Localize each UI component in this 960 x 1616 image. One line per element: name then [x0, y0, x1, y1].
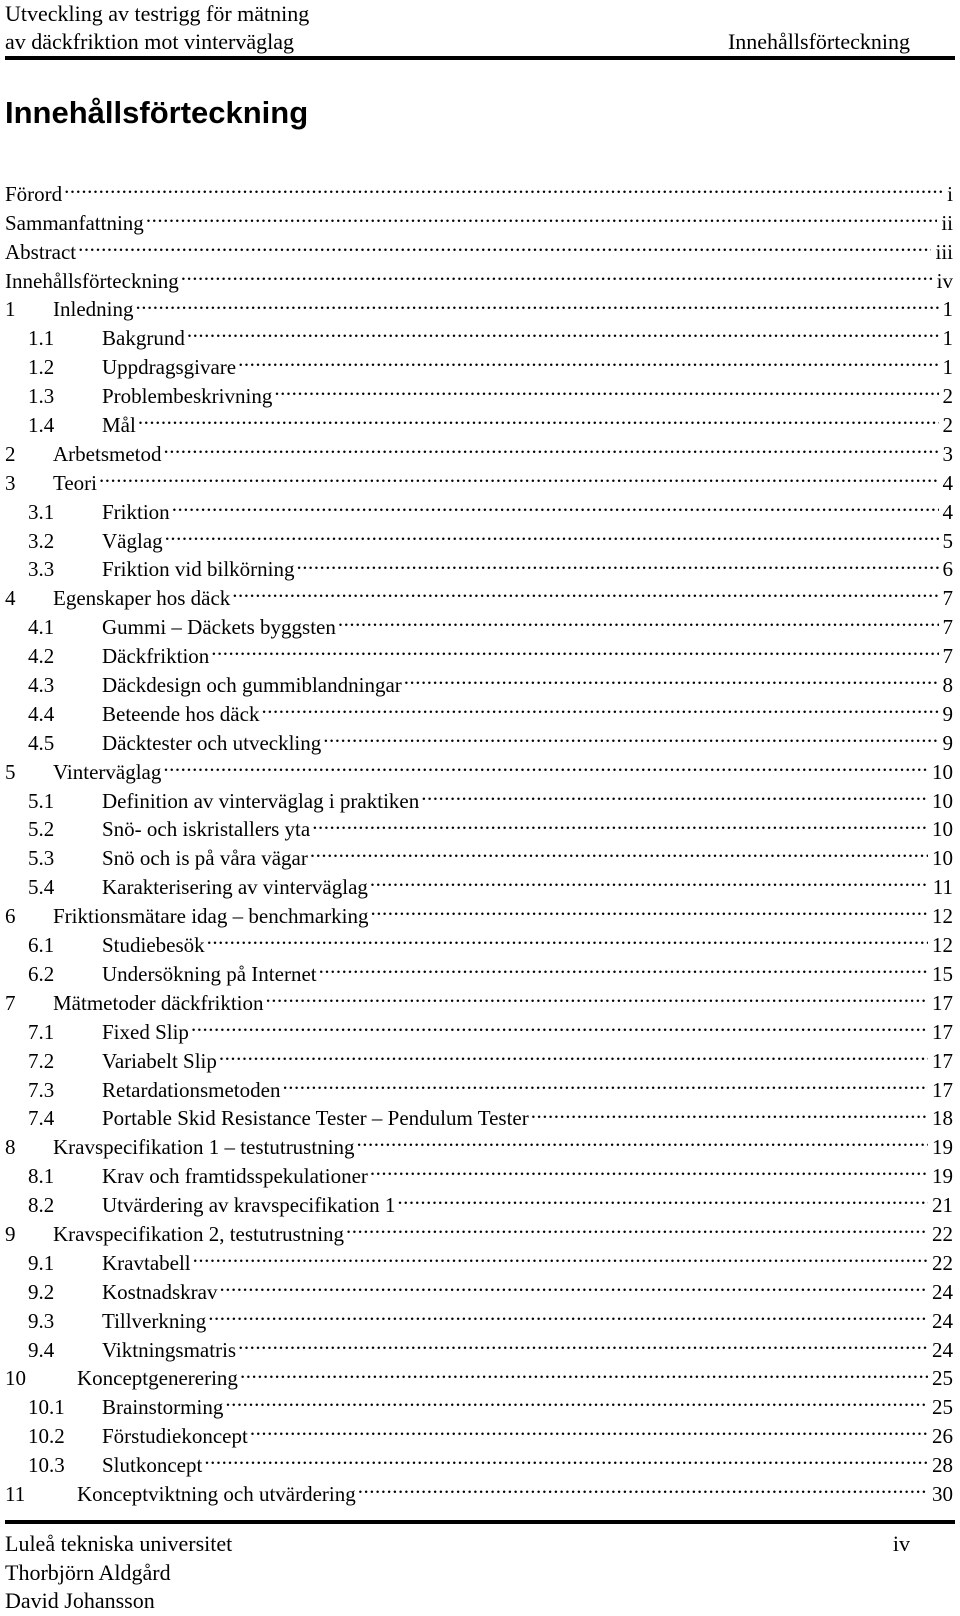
- toc-entry-number: 1.2: [28, 355, 55, 380]
- toc-entry-title: Studiebesök: [102, 931, 207, 960]
- toc-entry-title: Däckfriktion: [102, 642, 211, 671]
- toc-entry[interactable]: [5, 1328, 953, 1362]
- toc-dot-leader: [370, 865, 929, 894]
- toc-entry[interactable]: [5, 316, 953, 351]
- toc-dot-leader: [531, 1097, 928, 1126]
- toc-entry[interactable]: [5, 1443, 953, 1478]
- toc-entry-title: Sammanfattning: [5, 209, 146, 238]
- toc-dot-leader: [219, 1270, 928, 1299]
- toc-entry[interactable]: [5, 259, 953, 293]
- page-footer: [5, 1520, 955, 1613]
- toc-entry-page: 1: [942, 355, 953, 380]
- toc-entry-title: Abstract: [5, 238, 78, 267]
- toc-entry-title: Däcktester och utveckling: [102, 729, 323, 758]
- toc-entry-page: 12: [932, 933, 953, 958]
- toc-entry[interactable]: [5, 634, 953, 669]
- toc-dot-leader: [78, 230, 931, 259]
- running-title: [5, 0, 309, 56]
- toc-dot-leader: [163, 432, 938, 461]
- toc-entry[interactable]: [5, 981, 953, 1015]
- page-header: [5, 0, 955, 60]
- toc-dot-leader: [404, 663, 939, 692]
- toc-entry-number: 9.3: [28, 1308, 55, 1333]
- toc-entry[interactable]: [5, 923, 953, 958]
- footer-author-2: David Johansson: [5, 1588, 155, 1613]
- toc-entry-page: 19: [932, 1135, 953, 1160]
- toc-entry[interactable]: [5, 230, 953, 264]
- toc-entry[interactable]: [5, 172, 953, 206]
- toc-entry[interactable]: [5, 1068, 953, 1102]
- toc-entry-page: 22: [932, 1221, 953, 1246]
- toc-entry-page: 17: [932, 1077, 953, 1102]
- toc-entry[interactable]: [5, 808, 953, 842]
- toc-entry-title: Variabelt Slip: [102, 1047, 219, 1076]
- toc-entry-number: 7.3: [28, 1077, 55, 1102]
- toc-entry-title: Kravspecifikation 1 – testutrustning: [53, 1133, 357, 1162]
- toc-entry-number: 11: [5, 1481, 26, 1506]
- footer-info: [5, 1530, 232, 1616]
- toc-entry[interactable]: [5, 432, 953, 466]
- table-of-contents: [5, 172, 953, 1506]
- toc-entry-number: 7.4: [28, 1106, 55, 1131]
- running-title-line1: Utveckling av testrigg för mätning: [5, 1, 310, 26]
- toc-entry-title: Konceptviktning och utvärdering: [77, 1480, 358, 1509]
- toc-entry[interactable]: [5, 490, 953, 524]
- toc-entry-title: Problembeskrivning: [102, 382, 274, 411]
- toc-dot-leader: [146, 201, 938, 230]
- toc-entry-title: Snö och is på våra vägar: [102, 844, 310, 873]
- toc-entry-number: 7: [5, 990, 16, 1015]
- toc-entry-title: Däckdesign och gummiblandningar: [102, 671, 404, 700]
- toc-dot-leader: [319, 952, 928, 981]
- toc-entry-page: 5: [942, 528, 953, 553]
- toc-entry-page: 26: [932, 1424, 953, 1449]
- toc-entry-number: 8.1: [28, 1164, 55, 1189]
- toc-dot-leader: [250, 1414, 928, 1443]
- toc-entry-title: Viktningsmatris: [102, 1336, 238, 1365]
- toc-entry-page: i: [947, 181, 953, 206]
- page-title: Innehållsförteckning: [5, 95, 309, 130]
- toc-dot-leader: [274, 374, 938, 403]
- toc-dot-leader: [261, 692, 938, 721]
- toc-entry-page: 1: [942, 326, 953, 351]
- toc-entry-number: 9: [5, 1221, 16, 1246]
- toc-entry-number: 5.4: [28, 875, 55, 900]
- footer-author-1: Thorbjörn Aldgård: [5, 1559, 171, 1585]
- toc-entry-page: 28: [932, 1453, 953, 1478]
- toc-dot-leader: [358, 1472, 928, 1501]
- toc-entry-page: 22: [932, 1250, 953, 1275]
- toc-entry-title: Kostnadskrav: [102, 1278, 219, 1307]
- toc-entry-number: 10.3: [28, 1453, 65, 1478]
- toc-entry-title: Arbetsmetod: [53, 440, 163, 469]
- toc-entry-number: 4.3: [28, 673, 55, 698]
- toc-entry-page: 10: [932, 759, 953, 784]
- toc-entry[interactable]: [5, 1472, 953, 1506]
- toc-entry-title: Kravtabell: [102, 1249, 193, 1278]
- toc-entry-title: Fixed Slip: [102, 1018, 191, 1047]
- toc-dot-leader: [208, 1299, 928, 1328]
- toc-dot-leader: [312, 808, 928, 837]
- header-rule: [5, 56, 955, 60]
- toc-entry-number: 1: [5, 297, 16, 322]
- toc-entry-number: 3.3: [28, 557, 55, 582]
- toc-entry[interactable]: [5, 1357, 953, 1391]
- toc-dot-leader: [232, 576, 938, 605]
- toc-entry-page: 3: [942, 441, 953, 466]
- toc-entry-page: 10: [932, 817, 953, 842]
- toc-entry[interactable]: [5, 461, 953, 495]
- toc-entry-title: Slutkoncept: [102, 1451, 204, 1480]
- toc-entry-page: 2: [942, 384, 953, 409]
- toc-entry-number: 10.1: [28, 1395, 65, 1420]
- toc-entry-number: 10: [5, 1366, 26, 1391]
- toc-entry-number: 7.2: [28, 1048, 55, 1073]
- toc-entry-number: 3.2: [28, 528, 55, 553]
- toc-entry-title: Friktion vid bilkörning: [102, 555, 297, 584]
- toc-entry-title: Utvärdering av kravspecifikation 1: [102, 1191, 397, 1220]
- toc-entry-number: 6.1: [28, 933, 55, 958]
- toc-entry-number: 4.2: [28, 644, 55, 669]
- toc-dot-leader: [187, 316, 939, 345]
- toc-entry-title: Innehållsförteckning: [5, 267, 181, 296]
- toc-dot-leader: [138, 403, 939, 432]
- toc-entry[interactable]: [5, 779, 953, 813]
- toc-entry[interactable]: [5, 721, 953, 755]
- toc-entry[interactable]: [5, 1183, 953, 1218]
- toc-entry[interactable]: [5, 1299, 953, 1333]
- toc-entry[interactable]: [5, 836, 953, 871]
- toc-entry-title: Teori: [53, 469, 99, 498]
- toc-entry[interactable]: [5, 201, 953, 235]
- toc-entry-number: 5: [5, 759, 16, 784]
- toc-entry-number: 7.1: [28, 1019, 55, 1044]
- footer-page-number: iv: [892, 1531, 910, 1556]
- toc-entry-page: 12: [932, 904, 953, 929]
- toc-entry-number: 2: [5, 441, 16, 466]
- toc-entry-title: Mål: [102, 411, 138, 440]
- toc-entry-page: 2: [942, 413, 953, 438]
- toc-entry[interactable]: [5, 1212, 953, 1246]
- toc-dot-leader: [64, 172, 943, 201]
- toc-entry-number: 5.3: [28, 846, 55, 871]
- toc-dot-leader: [240, 1357, 928, 1386]
- toc-entry[interactable]: [5, 952, 953, 986]
- toc-entry[interactable]: [5, 403, 953, 438]
- toc-entry-title: Förstudiekoncept: [102, 1422, 250, 1451]
- toc-entry-page: 24: [932, 1279, 953, 1304]
- toc-entry-title: Vinterväglag: [53, 758, 163, 787]
- toc-dot-leader: [135, 288, 938, 317]
- toc-entry-page: 17: [932, 1048, 953, 1073]
- toc-entry-title: Gummi – Däckets byggsten: [102, 613, 338, 642]
- toc-entry[interactable]: [5, 1125, 953, 1160]
- toc-dot-leader: [172, 490, 939, 519]
- toc-dot-leader: [297, 548, 939, 577]
- running-title-line2: av däckfriktion mot vinterväglag: [5, 29, 294, 54]
- toc-entry-title: Friktionsmätare idag – benchmarking: [53, 902, 371, 931]
- toc-entry[interactable]: [5, 894, 953, 929]
- toc-entry-number: 5.2: [28, 817, 55, 842]
- toc-dot-leader: [238, 1328, 928, 1357]
- toc-entry-page: 6: [942, 557, 953, 582]
- toc-entry-title: Bakgrund: [102, 324, 187, 353]
- toc-dot-leader: [397, 1183, 928, 1212]
- toc-entry-number: 9.1: [28, 1250, 55, 1275]
- toc-dot-leader: [357, 1125, 928, 1154]
- toc-entry-title: Retardationsmetoden: [102, 1076, 282, 1105]
- toc-entry-page: 7: [942, 644, 953, 669]
- toc-dot-leader: [163, 750, 928, 779]
- toc-entry-title: Definition av vinterväglag i praktiken: [102, 787, 421, 816]
- toc-entry-title: Tillverkning: [102, 1307, 208, 1336]
- toc-entry-title: Friktion: [102, 498, 172, 527]
- toc-entry-page: 10: [932, 788, 953, 813]
- toc-entry-page: 24: [932, 1337, 953, 1362]
- toc-entry-page: 17: [932, 990, 953, 1015]
- toc-entry-page: 24: [932, 1308, 953, 1333]
- toc-entry-page: 19: [932, 1164, 953, 1189]
- toc-entry[interactable]: [5, 345, 953, 380]
- toc-entry-number: 4.4: [28, 701, 55, 726]
- toc-entry-page: 4: [942, 470, 953, 495]
- toc-entry-number: 6.2: [28, 961, 55, 986]
- toc-dot-leader: [99, 461, 938, 490]
- toc-entry[interactable]: [5, 1414, 953, 1449]
- toc-entry[interactable]: [5, 576, 953, 611]
- toc-dot-leader: [165, 519, 939, 548]
- toc-entry-page: 8: [942, 673, 953, 698]
- toc-entry-page: 10: [932, 846, 953, 871]
- toc-dot-leader: [421, 779, 928, 808]
- toc-dot-leader: [219, 1039, 928, 1068]
- toc-entry-title: Konceptgenerering: [77, 1364, 240, 1393]
- toc-entry[interactable]: [5, 1270, 953, 1304]
- toc-entry[interactable]: [5, 1010, 953, 1044]
- toc-entry-number: 6: [5, 904, 16, 929]
- toc-entry-number: 3: [5, 470, 16, 495]
- toc-dot-leader: [191, 1010, 928, 1039]
- toc-entry[interactable]: [5, 519, 953, 553]
- toc-entry[interactable]: [5, 548, 953, 582]
- toc-entry-page: 15: [932, 961, 953, 986]
- toc-entry-number: 4.5: [28, 730, 55, 755]
- toc-dot-leader: [238, 345, 938, 374]
- toc-entry-title: Undersökning på Internet: [102, 960, 319, 989]
- toc-entry-page: 7: [942, 586, 953, 611]
- toc-entry-title: Brainstorming: [102, 1393, 225, 1422]
- toc-entry[interactable]: [5, 605, 953, 640]
- toc-entry[interactable]: [5, 1154, 953, 1189]
- toc-entry-page: 11: [932, 875, 953, 900]
- toc-entry-number: 5.1: [28, 788, 55, 813]
- toc-entry-number: 4.1: [28, 615, 55, 640]
- toc-entry[interactable]: [5, 288, 953, 322]
- toc-entry-page: iv: [936, 268, 953, 293]
- toc-dot-leader: [181, 259, 933, 288]
- toc-dot-leader: [323, 721, 938, 750]
- toc-entry[interactable]: [5, 663, 953, 698]
- toc-entry-page: 25: [932, 1366, 953, 1391]
- toc-entry-number: 9.2: [28, 1279, 55, 1304]
- toc-entry-title: Krav och framtidsspekulationer: [102, 1162, 370, 1191]
- toc-entry-title: Karakterisering av vinterväglag: [102, 873, 370, 902]
- toc-entry-number: 8: [5, 1135, 16, 1160]
- toc-dot-leader: [211, 634, 938, 663]
- toc-entry[interactable]: [5, 1039, 953, 1073]
- toc-entry-title: Beteende hos däck: [102, 700, 261, 729]
- toc-entry[interactable]: [5, 750, 953, 784]
- toc-entry-number: 8.2: [28, 1193, 55, 1218]
- toc-entry-page: 4: [942, 499, 953, 524]
- toc-entry-page: 17: [932, 1019, 953, 1044]
- toc-entry[interactable]: [5, 865, 953, 900]
- toc-dot-leader: [207, 923, 928, 952]
- toc-entry-page: 18: [932, 1106, 953, 1131]
- toc-entry[interactable]: [5, 374, 953, 409]
- toc-entry-page: iii: [935, 239, 953, 264]
- toc-entry-title: Uppdragsgivare: [102, 353, 238, 382]
- toc-entry-page: 25: [932, 1395, 953, 1420]
- toc-entry-number: 3.1: [28, 499, 55, 524]
- toc-entry-title: Inledning: [53, 295, 135, 324]
- toc-dot-leader: [204, 1443, 928, 1472]
- toc-dot-leader: [282, 1068, 928, 1097]
- toc-entry-title: Förord: [5, 180, 64, 209]
- toc-entry[interactable]: [5, 1385, 953, 1420]
- toc-entry-page: 1: [942, 297, 953, 322]
- running-section: Innehållsförteckning: [727, 29, 910, 54]
- toc-entry-title: Mätmetoder däckfriktion: [53, 989, 266, 1018]
- toc-dot-leader: [338, 605, 939, 634]
- toc-entry-number: 9.4: [28, 1337, 55, 1362]
- toc-entry-number: 10.2: [28, 1424, 65, 1449]
- toc-entry[interactable]: [5, 692, 953, 726]
- footer-university: Luleå tekniska universitet: [5, 1531, 233, 1556]
- toc-entry-page: ii: [941, 210, 953, 235]
- toc-dot-leader: [370, 1154, 928, 1183]
- toc-dot-leader: [266, 981, 928, 1010]
- toc-dot-leader: [193, 1241, 928, 1270]
- toc-dot-leader: [371, 894, 928, 923]
- toc-entry-page: 7: [942, 615, 953, 640]
- toc-entry-title: Snö- och iskristallers yta: [102, 815, 312, 844]
- toc-entry-title: Kravspecifikation 2, testutrustning: [53, 1220, 346, 1249]
- toc-entry-number: 1.4: [28, 413, 55, 438]
- toc-dot-leader: [225, 1385, 928, 1414]
- toc-entry-page: 30: [932, 1481, 953, 1506]
- footer-rule: [5, 1520, 955, 1524]
- toc-dot-leader: [310, 836, 928, 865]
- toc-entry-page: 9: [942, 730, 953, 755]
- toc-entry-number: 4: [5, 586, 16, 611]
- toc-entry-number: 1.1: [28, 326, 55, 351]
- toc-entry-page: 9: [942, 701, 953, 726]
- toc-entry-page: 21: [932, 1193, 953, 1218]
- toc-entry-title: Egenskaper hos däck: [53, 584, 232, 613]
- toc-entry-title: Portable Skid Resistance Tester – Pendulum Tester: [102, 1104, 531, 1133]
- toc-entry-number: 1.3: [28, 384, 55, 409]
- toc-entry[interactable]: [5, 1241, 953, 1275]
- toc-entry[interactable]: [5, 1097, 953, 1131]
- toc-dot-leader: [346, 1212, 928, 1241]
- toc-entry-title: Väglag: [102, 527, 165, 556]
